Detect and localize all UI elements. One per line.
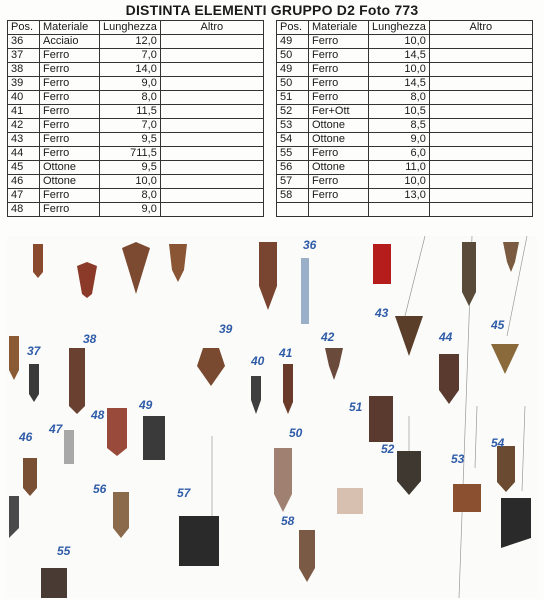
cell-materiale: Ferro (40, 49, 100, 63)
cell-pos: 54 (277, 133, 309, 147)
cell-pos: 58 (277, 189, 309, 203)
cell-lunghezza: 9,0 (100, 203, 161, 217)
cell-altro (160, 49, 263, 63)
cell-lunghezza: 12,0 (100, 35, 161, 49)
photo-label: 36 (303, 238, 317, 252)
cell-materiale: Ottone (40, 161, 100, 175)
cell-lunghezza: 14,0 (100, 63, 161, 77)
table-row (8, 175, 264, 189)
cell-materiale: Ferro (40, 133, 100, 147)
cell-pos: 39 (8, 77, 40, 91)
cell-pos: 37 (8, 49, 40, 63)
cell-pos: 51 (277, 91, 309, 105)
cell-altro (160, 35, 263, 49)
cell-materiale: Ferro (309, 91, 369, 105)
table-header-row (8, 21, 264, 35)
cell-altro (160, 147, 263, 161)
cell-pos: 45 (8, 161, 40, 175)
table-row (277, 119, 533, 133)
photo-label: 44 (439, 330, 453, 344)
plumb-bob-icon (283, 364, 293, 414)
photo-label: 43 (375, 306, 389, 320)
cell-altro (429, 91, 532, 105)
cell-pos: 38 (8, 63, 40, 77)
cell-altro (160, 133, 263, 147)
cell-altro (160, 63, 263, 77)
cell-pos: 36 (8, 35, 40, 49)
cell-lunghezza: 14,5 (369, 77, 430, 91)
header-lunghezza: Lunghezza (100, 21, 161, 35)
cell-altro (160, 175, 263, 189)
plumb-bob-icon (369, 396, 393, 442)
table-row (277, 63, 533, 77)
plumb-bob-icon (299, 530, 315, 582)
cell-pos: 47 (8, 189, 40, 203)
elements-table-left (7, 20, 264, 217)
photo-label: 46 (19, 430, 33, 444)
table-row (277, 203, 533, 217)
cell-lunghezza: 9,0 (100, 77, 161, 91)
cell-altro (429, 63, 532, 77)
cell-materiale: Ferro (309, 189, 369, 203)
header-pos: Pos. (277, 21, 309, 35)
cell-materiale: Fer+Ott (309, 105, 369, 119)
cell-materiale: Ferro (309, 175, 369, 189)
plumb-bob-icon (197, 348, 225, 386)
plumb-bob-icon (143, 416, 165, 460)
cell-lunghezza: 10,0 (369, 35, 430, 49)
cell-materiale: Ottone (40, 175, 100, 189)
photo-label: 53 (451, 452, 465, 466)
cell-pos: 46 (8, 175, 40, 189)
cell-altro (429, 35, 532, 49)
cell-lunghezza: 8,0 (100, 91, 161, 105)
photo-label: 54 (491, 436, 505, 450)
cell-materiale: Ferro (309, 49, 369, 63)
table-row (8, 133, 264, 147)
document-title: DISTINTA ELEMENTI GRUPPO D2 Foto 773 (125, 2, 419, 18)
plumb-bob-icon (41, 568, 67, 598)
header-altro: Altro (160, 21, 263, 35)
cell-pos: 50 (277, 49, 309, 63)
plumb-bob-icon (397, 451, 421, 495)
table-row (277, 77, 533, 91)
table-row (8, 203, 264, 217)
plumb-bob-icon (29, 364, 39, 402)
cell-altro (160, 91, 263, 105)
plumb-bob-icon (491, 344, 519, 374)
cell-pos: 41 (8, 105, 40, 119)
cell-lunghezza: 9,5 (100, 161, 161, 175)
cell-altro (429, 175, 532, 189)
table-row (8, 105, 264, 119)
cell-lunghezza: 11,0 (369, 161, 430, 175)
cell-lunghezza: 10,5 (369, 105, 430, 119)
cell-materiale: Acciaio (40, 35, 100, 49)
cell-lunghezza: 10,0 (369, 63, 430, 77)
table-row (8, 91, 264, 105)
photo-label: 47 (49, 422, 63, 436)
plumb-bob-icon (251, 376, 261, 414)
cell-lunghezza: 7,0 (100, 49, 161, 63)
plumb-bob-icon (325, 348, 343, 380)
plumb-bob-icon (69, 348, 85, 414)
photo-label: 38 (83, 332, 97, 346)
cell-pos: 49 (277, 63, 309, 77)
header-pos: Pos. (8, 21, 40, 35)
cell-lunghezza: 7,0 (100, 119, 161, 133)
header-materiale: Materiale (309, 21, 369, 35)
cell-lunghezza: 14,5 (369, 49, 430, 63)
cell-materiale: Ottone (309, 133, 369, 147)
cell-materiale: Ottone (309, 119, 369, 133)
plumb-bob-icon (501, 498, 531, 548)
cell-altro (160, 77, 263, 91)
cell-materiale: Ferro (40, 189, 100, 203)
cell-lunghezza: 11,5 (100, 105, 161, 119)
cell-materiale: Ferro (40, 91, 100, 105)
cell-materiale: Ferro (309, 147, 369, 161)
table-row (8, 77, 264, 91)
cell-altro (429, 133, 532, 147)
plumb-bob-icon (453, 484, 481, 512)
cell-altro (160, 119, 263, 133)
cell-pos: 53 (277, 119, 309, 133)
cell-pos: 57 (277, 175, 309, 189)
cell-altro (429, 105, 532, 119)
cell-lunghezza: 8,0 (100, 189, 161, 203)
plumb-bob-icon (9, 496, 19, 538)
table-row (277, 147, 533, 161)
photo-label: 51 (349, 400, 363, 414)
cell-pos: 43 (8, 133, 40, 147)
cell-pos (277, 203, 309, 217)
cell-lunghezza: 10,0 (369, 175, 430, 189)
table-row (277, 49, 533, 63)
photo-label: 58 (281, 514, 295, 528)
cell-altro (160, 161, 263, 175)
plumb-bob-icon (337, 488, 363, 514)
cell-materiale: Ferro (40, 63, 100, 77)
cell-pos: 55 (277, 147, 309, 161)
plumb-bob-icon (122, 242, 150, 294)
cell-altro (429, 147, 532, 161)
cell-pos: 49 (277, 35, 309, 49)
cell-lunghezza: 9,5 (100, 133, 161, 147)
table-row (277, 133, 533, 147)
cell-materiale: Ferro (40, 119, 100, 133)
plumb-bob-icon (169, 244, 187, 282)
cell-pos: 40 (8, 91, 40, 105)
table-row (277, 91, 533, 105)
table-row (8, 49, 264, 63)
header-altro: Altro (429, 21, 532, 35)
cell-lunghezza: 8,0 (369, 91, 430, 105)
photo-label: 57 (177, 486, 191, 500)
photo-label: 55 (57, 544, 71, 558)
cell-pos: 50 (277, 77, 309, 91)
cell-lunghezza: 10,0 (100, 175, 161, 189)
cell-materiale: Ottone (309, 161, 369, 175)
table-row (8, 189, 264, 203)
plumb-bob-icon (23, 458, 37, 496)
table-row (277, 105, 533, 119)
cell-altro (160, 189, 263, 203)
table-row (8, 147, 264, 161)
plumb-bob-icon (107, 408, 127, 456)
photo-label: 39 (219, 322, 233, 336)
table-row (277, 161, 533, 175)
cell-altro (429, 77, 532, 91)
plumb-bobs-photo (7, 236, 537, 598)
plumb-bob-icon (64, 430, 74, 464)
table-row (8, 161, 264, 175)
plumb-bob-icon (503, 242, 519, 272)
photo-label: 37 (27, 344, 41, 358)
cell-altro (429, 203, 532, 217)
photo-label: 41 (279, 346, 293, 360)
cell-materiale: Ferro (309, 63, 369, 77)
cell-pos: 56 (277, 161, 309, 175)
cell-materiale: Ferro (40, 77, 100, 91)
plumb-bob-icon (179, 516, 219, 566)
cell-pos: 52 (277, 105, 309, 119)
cell-altro (429, 189, 532, 203)
elements-table-right (276, 20, 533, 217)
table-row (8, 35, 264, 49)
photo-label: 48 (91, 408, 105, 422)
cell-lunghezza: 8,5 (369, 119, 430, 133)
cell-materiale: Ferro (309, 35, 369, 49)
cell-altro (160, 105, 263, 119)
table-row (8, 119, 264, 133)
plumb-bob-icon (274, 448, 292, 512)
photo-label: 56 (93, 482, 107, 496)
plumb-bob-icon (113, 492, 129, 538)
cell-altro (160, 203, 263, 217)
cell-lunghezza: 9,0 (369, 133, 430, 147)
cell-materiale: Ferro (40, 105, 100, 119)
plumb-bob-icon (77, 262, 97, 298)
cell-materiale (309, 203, 369, 217)
table-header-row (277, 21, 533, 35)
photo-label: 50 (289, 426, 303, 440)
cell-pos: 42 (8, 119, 40, 133)
table-row (8, 63, 264, 77)
photo-label: 40 (251, 354, 265, 368)
plumb-bob-icon (33, 244, 43, 278)
plumb-bob-icon (259, 242, 277, 310)
photo-label: 52 (381, 442, 395, 456)
cell-materiale: Ferro (309, 77, 369, 91)
cell-materiale: Ferro (40, 203, 100, 217)
plumb-bob-icon (373, 244, 391, 284)
cell-materiale: Ferro (40, 147, 100, 161)
table-row (277, 189, 533, 203)
plumb-bob-icon (395, 316, 423, 356)
header-lunghezza: Lunghezza (369, 21, 430, 35)
plumb-bob-icon (497, 446, 515, 492)
cell-lunghezza: 13,0 (369, 189, 430, 203)
photo-label: 49 (139, 398, 153, 412)
photo-label: 45 (491, 318, 505, 332)
cell-lunghezza: 711,5 (100, 147, 161, 161)
plumb-bob-icon (301, 258, 309, 324)
photo-label: 42 (321, 330, 335, 344)
cell-pos: 44 (8, 147, 40, 161)
cell-altro (429, 49, 532, 63)
cell-altro (429, 119, 532, 133)
header-materiale: Materiale (40, 21, 100, 35)
cell-altro (429, 161, 532, 175)
cell-lunghezza (369, 203, 430, 217)
plumb-bob-icon (439, 354, 459, 404)
plumb-bob-icon (9, 336, 19, 380)
photo-illustration (7, 236, 537, 598)
table-row (277, 175, 533, 189)
table-row (277, 35, 533, 49)
plumb-bob-icon (462, 242, 476, 306)
cell-lunghezza: 6,0 (369, 147, 430, 161)
cell-pos: 48 (8, 203, 40, 217)
